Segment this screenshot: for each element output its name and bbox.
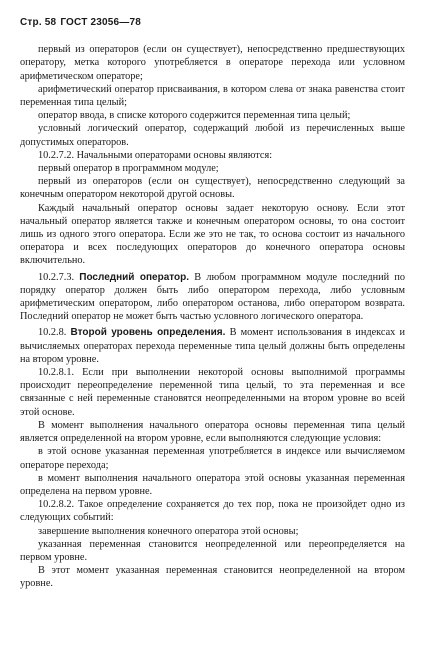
section-text: В момент использования в индексах и вычисляемых операторах перехода переменные типа целый должны быть определены на втором уровне.	[20, 327, 406, 365]
page-header	[20, 16, 405, 29]
paragraph: оператор ввода, в списке которого содержится переменная типа целый;	[38, 110, 351, 122]
paragraph: в этой основе указанная переменная употребляется в индексе или вычисляемом операторе перехода;	[20, 446, 405, 471]
paragraph: первый из операторов (если он существует), непосредственно следующий за конечным оператором некоторой другой основы.	[20, 176, 405, 201]
section-paragraph	[20, 271, 405, 324]
section-title: Второй уровень определения.	[70, 327, 226, 339]
standard-label: ГОСТ 23056—78	[60, 17, 142, 28]
document-page	[20, 16, 405, 591]
paragraph: 10.2.8.2. Такое определение сохраняется до тех пор, пока не произойдет одно из следующих событий:	[20, 499, 405, 524]
paragraph: В этот момент указанная переменная становится неопределенной на втором уровне.	[20, 565, 405, 590]
section-paragraph	[20, 326, 405, 366]
section-number: 10.2.8.	[38, 327, 67, 339]
section-title: Последний оператор.	[79, 271, 190, 283]
paragraph: 10.2.8.1. Если при выполнении некоторой основы выполнимой программы происходит переопределение переменной типа целый, то эта переменная и все связанные с ней переменные становятся неопределенными на втором уровне во всей этой основе.	[20, 367, 405, 418]
paragraph: Каждый начальный оператор основы задает некоторую основу. Если этот начальный оператор является также и конечным оператором основы, то она состоит лишь из одного этого оператора. Если же это не так, то основа состоит из начального оператора и всех последующих операторов до конечного оператора основы включительно.	[20, 202, 405, 267]
paragraph: условный логический оператор, содержащий любой из перечисленных выше допустимых операторов.	[20, 123, 405, 148]
paragraph: арифметический оператор присваивания, в котором слева от знака равенства стоит переменная типа целый;	[20, 83, 405, 109]
paragraph: первый оператор в программном модуле;	[38, 163, 219, 175]
section-number: 10.2.7.3.	[38, 271, 75, 283]
paragraph: первый из операторов (если он существует), непосредственно предшествующих оператору, метка которого употребляется в операторе перехода или условном арифметическом операторе;	[20, 44, 405, 82]
page-label: Стр. 58	[20, 17, 57, 28]
paragraph: указанная переменная становится неопределенной или переопределяется на первом уровне.	[20, 538, 405, 563]
paragraph: 10.2.7.2. Начальными операторами основы являются:	[38, 149, 273, 161]
section-text: В любом программном модуле последний по порядку оператор должен быть либо оператором перехода, либо условным арифметическим оператором, либо оператором останова, либо оператором возврата. Последний оператор не может быть частью условного логического оператора.	[20, 271, 405, 323]
paragraph: в момент выполнения начального оператора этой основы указанная переменная определена на первом уровне.	[20, 472, 405, 497]
paragraph: В момент выполнения начального оператора основы переменная типа целый является определенной на втором уровне, если выполняются следующие условия:	[20, 419, 405, 445]
paragraph: завершение выполнения конечного оператора этой основы;	[38, 525, 299, 537]
